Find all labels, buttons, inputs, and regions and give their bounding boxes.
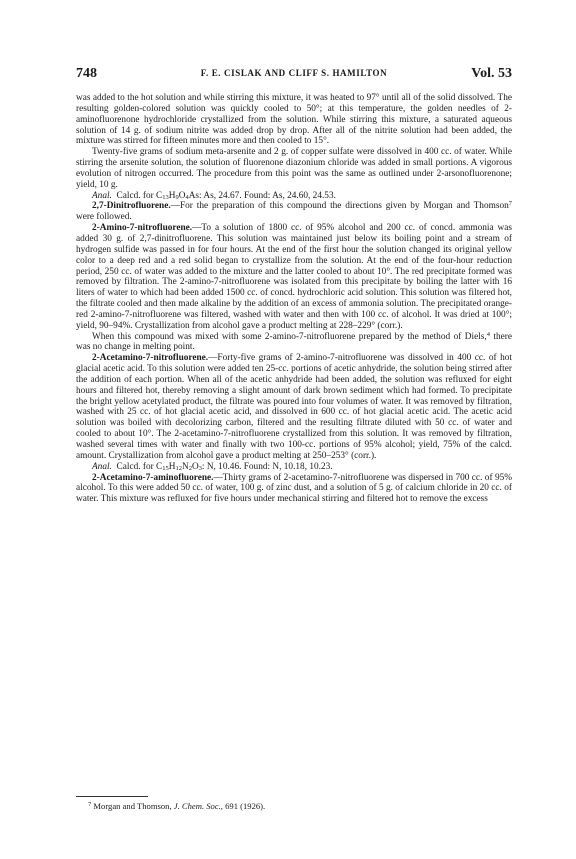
analysis-line <box>76 462 512 473</box>
article-body <box>76 93 512 505</box>
running-header <box>76 66 512 82</box>
paragraph-amino-nitrofluorene: 2-Amino-7-nitrofluorene.—To a solution of 1800 cc. of 95% alcohol and 200 cc. of concd. ammonia was added 30 g. of 2,7-dinitrofluorene. This solution was maintained just below its boiling point and a stream of hydrogen sulfide was passed in for four hours. At the end of the first hour the solution changed its original yellow color to a deep red and a red solid began to crystallize from the solution. At the end of the four-hour reduction period, 250 cc. of water was added to the mixture and the latter cooled to about 10°. The red precipitate formed was removed by filtration. The 2-amino-7-nitrofluorene was isolated from this precipitate by boiling the latter with 16 liters of water to which had been added 1500 cc. of concd. hydrochloric acid solution. This solution was filtered hot, the filtrate cooled and then made alkaline by the addition of an excess of ammonia solution. The precipitated orange-red 2-amino-7-nitrofluorene was filtered, washed with water and then with 100 cc. of alcohol. It was dried at 100°; yield, 90–94%. Crystallization from alcohol gave a product melting at 228–229° (corr.). <box>76 223 512 331</box>
footnote-marker: 7 <box>88 801 92 808</box>
footnote-rule <box>76 796 148 797</box>
running-title: F. E. CISLAK AND CLIFF S. HAMILTON <box>200 68 388 78</box>
volume-label: Vol. 53 <box>471 66 512 81</box>
paragraph-acetamino-aminofluorene: 2-Acetamino-7-aminofluorene.—Thirty grams of 2-acetamino-7-nitrofluorene was dispersed in 700 cc. of 95% alcohol. To this were added 50 cc. of water, 100 g. of zinc dust, and a solution of 5 g. of calcium chloride in 20 cc. of water. This mixture was refluxed for five hours under mechanical stirring and filtered hot to remove the excess <box>76 472 512 505</box>
paragraph-continuation: was added to the hot solution and while stirring this mixture, it was heated to 97° until all of the solid dissolved. The resulting golden-colored solution was quickly cooled to 50°; at this temperature, the golden needles of 2-aminofluorenone hydrochloride crystallized from the solution. While stirring this mixture, a saturated aqueous solution of 14 g. of sodium nitrite was added drop by drop. After all of the nitrite solution had been added, the mixture was stirred for fifteen minutes more and then cooled to 15°. <box>76 93 512 147</box>
section-title: 2-Acetamino-7-nitrofluorene. <box>92 353 209 364</box>
paragraph-acetamino-nitrofluorene: 2-Acetamino-7-nitrofluorene.—Forty-five grams of 2-amino-7-nitrofluorene was dissolved in 400 cc. of hot glacial acetic acid. To this solution were added ten 25-cc. portions of acetic anhydride, the solution being stirred after the addition of each portion. When all of the acetic anhydride had been added, the solution was refluxed for eight hours and filtered hot, thereby removing a slight amount of dark brown sediment which had formed. To precipitate the bright yellow acetylated product, the filtrate was poured into four volumes of water. It was removed by filtration, washed with 25 cc. of hot glacial acetic acid, and dissolved in 600 cc. of hot glacial acetic acid. The acetic acid solution was boiled with decolorizing carbon, filtered and the resulting filtrate diluted with 50 cc. of water and cooled to about 10°. The 2-acetamino-7-nitrofluorene crystallized from this solution. It was removed by filtration, washed several times with water and finally with two 100-cc. portions of 95% alcohol; yield, 75% of the calcd. amount. Crystallization from alcohol gave a product melting at 250–253° (corr.). <box>76 353 512 461</box>
section-title: 2,7-Dinitrofluorene. <box>92 201 171 212</box>
analysis-text: Calcd. for $C_{15}H_{12}N_2O_3$: N, 10.46. Found: N, 10.18, 10.23. <box>116 461 333 472</box>
journal-name: J. Chem. Soc. <box>173 801 221 811</box>
section-title: 2-Acetamino-7-aminofluorene. <box>92 472 214 483</box>
paragraph-arsenite: Twenty-five grams of sodium meta-arsenite and 2 g. of copper sulfate were dissolved in 400 cc. of water. While stirring the arsenite solution, the solution of fluorenone diazonium chloride was added in small portions. A vigorous evolution of nitrogen occurred. The procedure from this point was the same as outlined under 2-arsonofluorenone; yield, 10 g. <box>76 147 512 190</box>
section-title: 2-Amino-7-nitrofluorene. <box>92 223 193 234</box>
paragraph-dinitrofluorene: 2,7-Dinitrofluorene.—For the preparation of this compound the directions given by Morgan and Thomson$^7$ were followed. <box>76 200 512 223</box>
page-number: 748 <box>76 66 97 81</box>
analysis-text: Calcd. for $C_{13}H_9O_4As$: As, 24.67. Found: As, 24.60, 24.53. <box>116 190 336 201</box>
anal-label: Anal. <box>92 461 112 472</box>
footnote: $^7$ Morgan and Thomson, J. Chem. Soc., 691 (1926). <box>88 801 266 811</box>
analysis-line <box>76 191 512 202</box>
paragraph-diels: When this compound was mixed with some 2-amino-7-nitrofluorene prepared by the method of Diels,$^4$ there was no change in melting point. <box>76 330 513 353</box>
anal-label: Anal. <box>92 190 112 201</box>
